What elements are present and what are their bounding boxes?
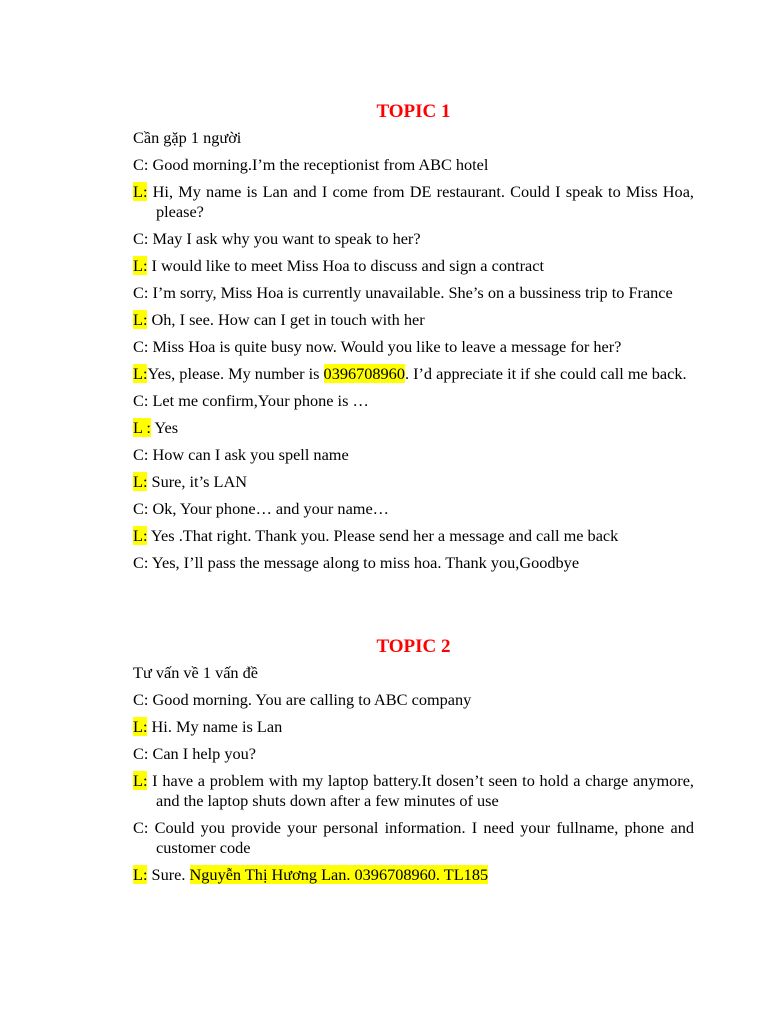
line-text: Let me confirm,Your phone is … [148, 391, 369, 410]
topic-section [133, 635, 694, 885]
highlighted-text: Nguyễn Thị Hương Lan. 0396708960. TL185 [189, 865, 489, 884]
line-text: Could you provide your personal information. I need your fullname, phone and customer code [148, 818, 694, 857]
speaker-label: L: [133, 364, 148, 383]
section-spacer [133, 580, 694, 635]
speaker-label: L: [133, 472, 148, 491]
dialogue-line [133, 283, 694, 303]
dialogue-line [133, 499, 694, 519]
highlighted-text: 0396708960 [323, 364, 405, 383]
dialogue-line [133, 155, 694, 175]
topic-subtitle: Tư vấn về 1 vấn đề [133, 663, 259, 682]
topic-title: TOPIC 1 [376, 101, 451, 122]
topic-title: TOPIC 2 [376, 636, 451, 657]
line-text: Good morning.I’m the receptionist from ABC hotel [148, 155, 489, 174]
line-text: I’m sorry, Miss Hoa is currently unavailable. She’s on a bussiness trip to France [148, 283, 673, 302]
line-text: Yes, please. My number is [147, 364, 324, 383]
line-text: Can I help you? [148, 744, 256, 763]
line-text: May I ask why you want to speak to her? [148, 229, 421, 248]
line-text: How can I ask you spell name [148, 445, 349, 464]
dialogue-line [133, 256, 694, 276]
dialogue-line [133, 364, 694, 384]
line-text: . I’d appreciate it if she could call me back. [404, 364, 687, 383]
line-text: Sure, it’s LAN [147, 472, 247, 491]
dialogue-line [133, 310, 694, 330]
line-text: Sure. [147, 865, 190, 884]
dialogue-line [133, 865, 694, 885]
speaker-label: C: [133, 499, 149, 518]
line-text: Ok, Your phone… and your name… [148, 499, 389, 518]
speaker-label: C: [133, 155, 149, 174]
dialogue-line [133, 391, 694, 411]
dialogue-line [133, 818, 694, 858]
dialogue-line [133, 717, 694, 737]
speaker-label: C: [133, 283, 149, 302]
line-text: Good morning. You are calling to ABC company [148, 690, 472, 709]
line-text: I would like to meet Miss Hoa to discuss and sign a contract [147, 256, 545, 275]
dialogue-line [133, 445, 694, 465]
speaker-label: L: [133, 182, 148, 201]
speaker-label: L : [133, 418, 151, 437]
dialogue-line [133, 418, 694, 438]
dialogue-line [133, 182, 694, 222]
speaker-label: C: [133, 229, 149, 248]
speaker-label: C: [133, 391, 149, 410]
line-text: Yes, I’ll pass the message along to miss hoa. Thank you,Goodbye [148, 553, 580, 572]
dialogue-line [133, 553, 694, 573]
dialogue-line [133, 229, 694, 249]
speaker-label: C: [133, 744, 149, 763]
topic-section [133, 100, 694, 573]
document-page [133, 100, 694, 892]
speaker-label: C: [133, 690, 149, 709]
dialogue-line [133, 744, 694, 764]
line-text: Hi, My name is Lan and I come from DE restaurant. Could I speak to Miss Hoa, please? [147, 182, 694, 221]
speaker-label: C: [133, 337, 149, 356]
speaker-label: L: [133, 256, 148, 275]
speaker-label: L: [133, 717, 148, 736]
speaker-label: L: [133, 526, 148, 545]
dialogue-line [133, 690, 694, 710]
line-text: Yes [150, 418, 179, 437]
line-text: Yes .That right. Thank you. Please send her a message and call me back [147, 526, 619, 545]
dialogue-line [133, 771, 694, 811]
line-text: Hi. My name is Lan [147, 717, 283, 736]
line-text: I have a problem with my laptop battery.It dosen’t seen to hold a charge anymore, and the laptop shuts down after a few minutes of use [147, 771, 694, 810]
line-text: Miss Hoa is quite busy now. Would you like to leave a message for her? [148, 337, 622, 356]
dialogue-line [133, 526, 694, 546]
speaker-label: L: [133, 771, 148, 790]
speaker-label: L: [133, 865, 148, 884]
speaker-label: C: [133, 553, 149, 572]
speaker-label: L: [133, 310, 148, 329]
dialogue-line [133, 337, 694, 357]
speaker-label: C: [133, 445, 149, 464]
dialogue-line [133, 472, 694, 492]
topic-subtitle: Cần gặp 1 người [133, 128, 242, 147]
line-text: Oh, I see. How can I get in touch with her [147, 310, 425, 329]
speaker-label: C: [133, 818, 149, 837]
